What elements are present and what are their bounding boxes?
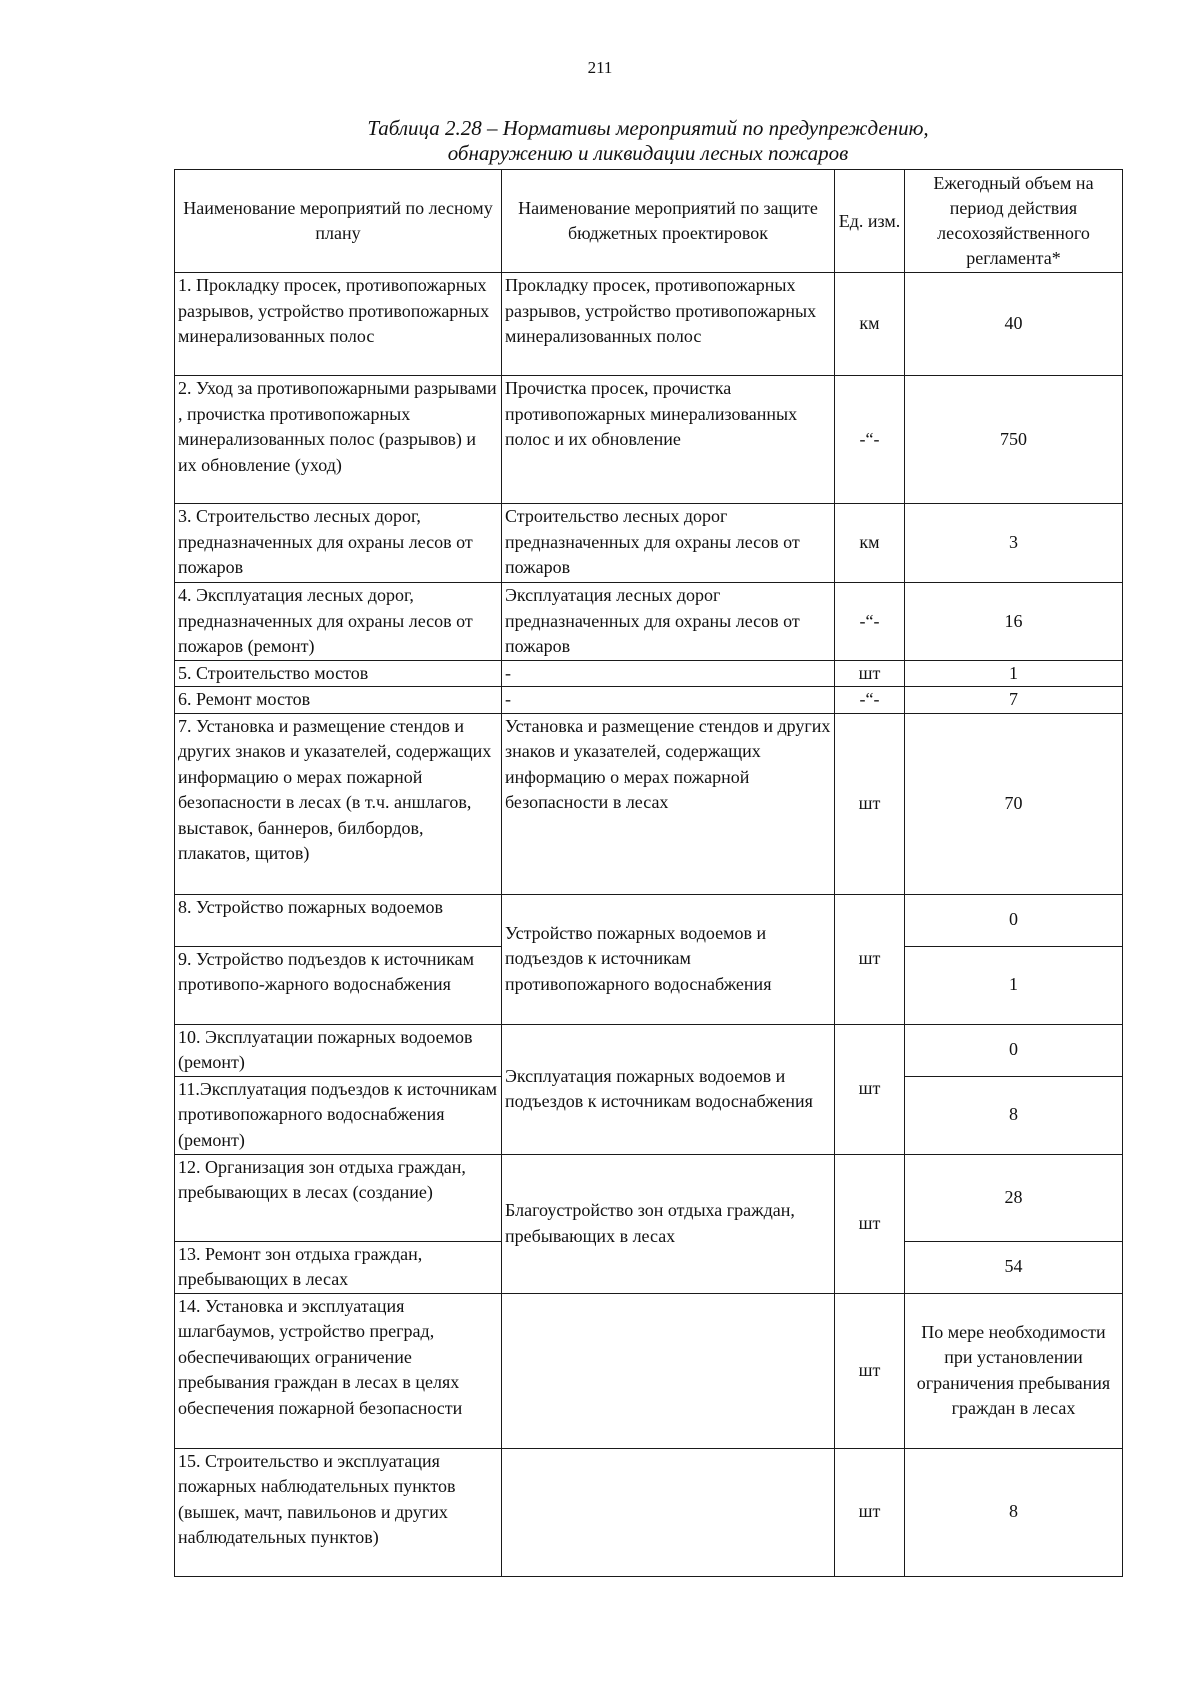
cell-plan-activity: 6. Ремонт мостов [175,687,502,714]
table-row [175,713,1123,894]
table-row [175,1154,1123,1241]
cell-unit: шт [835,1448,905,1576]
cell-plan-activity: 3. Строительство лесных дорог, предназначенных для охраны лесов от пожаров [175,504,502,583]
cell-unit: -“- [835,583,905,661]
cell-budget-activity: Установка и размещение стендов и других знаков и указателей, содержащих информацию о мерах пожарной безопасности в лесах [502,713,835,894]
header-unit: Ед. изм. [835,170,905,273]
cell-budget-activity: Эксплуатация лесных дорог предназначенных для охраны лесов от пожаров [502,583,835,661]
table-row [175,1024,1123,1076]
cell-budget-activity: Прокладку просек, противопожарных разрывов, устройство противопожарных минерализованных полос [502,273,835,376]
cell-budget-activity: Устройство пожарных водоемов и подъездов к источникам противопожарного водоснабжения [502,894,835,1024]
cell-volume: 0 [905,894,1123,946]
cell-unit: км [835,273,905,376]
cell-plan-activity: 15. Строительство и эксплуатация пожарных наблюдательных пунктов (вышек, мачт, павильонов и других наблюдательных пунктов) [175,1448,502,1576]
table-row [175,583,1123,661]
table-row [175,1448,1123,1576]
table-row [175,504,1123,583]
cell-budget-activity: Эксплуатация пожарных водоемов и подъездов к источникам водоснабжения [502,1024,835,1154]
cell-unit: -“- [835,376,905,504]
header-plan-activity: Наименование мероприятий по лесному плану [175,170,502,273]
header-annual-volume: Ежегодный объем на период действия лесохозяйственного регламента* [905,170,1123,273]
cell-volume: По мере необходимости при установлении ограничения пребывания граждан в лесах [905,1293,1123,1448]
table-row [175,376,1123,504]
cell-volume: 28 [905,1154,1123,1241]
cell-volume: 16 [905,583,1123,661]
table-caption-line-1: Таблица 2.28 – Нормативы мероприятий по предупреждению, [367,116,929,140]
table-row [175,1293,1123,1448]
cell-unit: шт [835,1024,905,1154]
cell-volume: 3 [905,504,1123,583]
cell-volume: 0 [905,1024,1123,1076]
table-row [175,894,1123,946]
cell-plan-activity: 14. Установка и эксплуатация шлагбаумов, устройство преград, обеспечивающих ограничение пребывания граждан в лесах в целях обеспечения пожарной безопасности [175,1293,502,1448]
cell-plan-activity: 9. Устройство подъездов к источникам противопо-жарного водоснабжения [175,946,502,1024]
cell-budget-activity [502,1293,835,1448]
cell-budget-activity: Строительство лесных дорог предназначенных для охраны лесов от пожаров [502,504,835,583]
cell-volume: 70 [905,713,1123,894]
cell-plan-activity: 1. Прокладку просек, противопожарных разрывов, устройство противопожарных минерализованных полос [175,273,502,376]
header-budget-activity: Наименование мероприятий по защите бюджетных проектировок [502,170,835,273]
cell-volume: 1 [905,660,1123,687]
cell-unit: км [835,504,905,583]
cell-plan-activity: 10. Эксплуатации пожарных водоемов (ремонт) [175,1024,502,1076]
cell-unit: шт [835,1154,905,1293]
table-row [175,273,1123,376]
cell-budget-activity [502,1448,835,1576]
cell-unit: -“- [835,687,905,714]
cell-plan-activity: 5. Строительство мостов [175,660,502,687]
cell-plan-activity: 11.Эксплуатация подъездов к источникам противопожарного водоснабжения (ремонт) [175,1076,502,1154]
cell-unit: шт [835,894,905,1024]
table-row [175,660,1123,687]
table-row [175,687,1123,714]
cell-plan-activity: 7. Установка и размещение стендов и других знаков и указателей, содержащих информацию о мерах пожарной безопасности в лесах (в т.ч. аншлагов, выставок, баннеров, билбордов, плакатов, щитов) [175,713,502,894]
table-caption-line-2: обнаружению и ликвидации лесных пожаров [447,141,849,165]
cell-plan-activity: 8. Устройство пожарных водоемов [175,894,502,946]
cell-plan-activity: 4. Эксплуатация лесных дорог, предназначенных для охраны лесов от пожаров (ремонт) [175,583,502,661]
cell-budget-activity: - [502,660,835,687]
table-header-row [175,170,1123,273]
cell-volume: 750 [905,376,1123,504]
cell-budget-activity: Прочистка просек, прочистка противопожарных минерализованных полос и их обновление [502,376,835,504]
cell-plan-activity: 13. Ремонт зон отдыха граждан, пребывающих в лесах [175,1241,502,1293]
cell-budget-activity: - [502,687,835,714]
cell-budget-activity: Благоустройство зон отдыха граждан, пребывающих в лесах [502,1154,835,1293]
cell-volume: 40 [905,273,1123,376]
cell-volume: 8 [905,1076,1123,1154]
cell-plan-activity: 2. Уход за противопожарными разрывами , прочистка противопожарных минерализованных полос (разрывов) и их обновление (уход) [175,376,502,504]
fire-prevention-norms-table [174,169,1123,1577]
cell-unit: шт [835,660,905,687]
cell-volume: 1 [905,946,1123,1024]
cell-volume: 54 [905,1241,1123,1293]
cell-volume: 8 [905,1448,1123,1576]
table-caption [174,116,1122,166]
page-number: 211 [587,58,613,77]
cell-unit: шт [835,1293,905,1448]
cell-plan-activity: 12. Организация зон отдыха граждан, пребывающих в лесах (создание) [175,1154,502,1241]
cell-volume: 7 [905,687,1123,714]
cell-unit: шт [835,713,905,894]
